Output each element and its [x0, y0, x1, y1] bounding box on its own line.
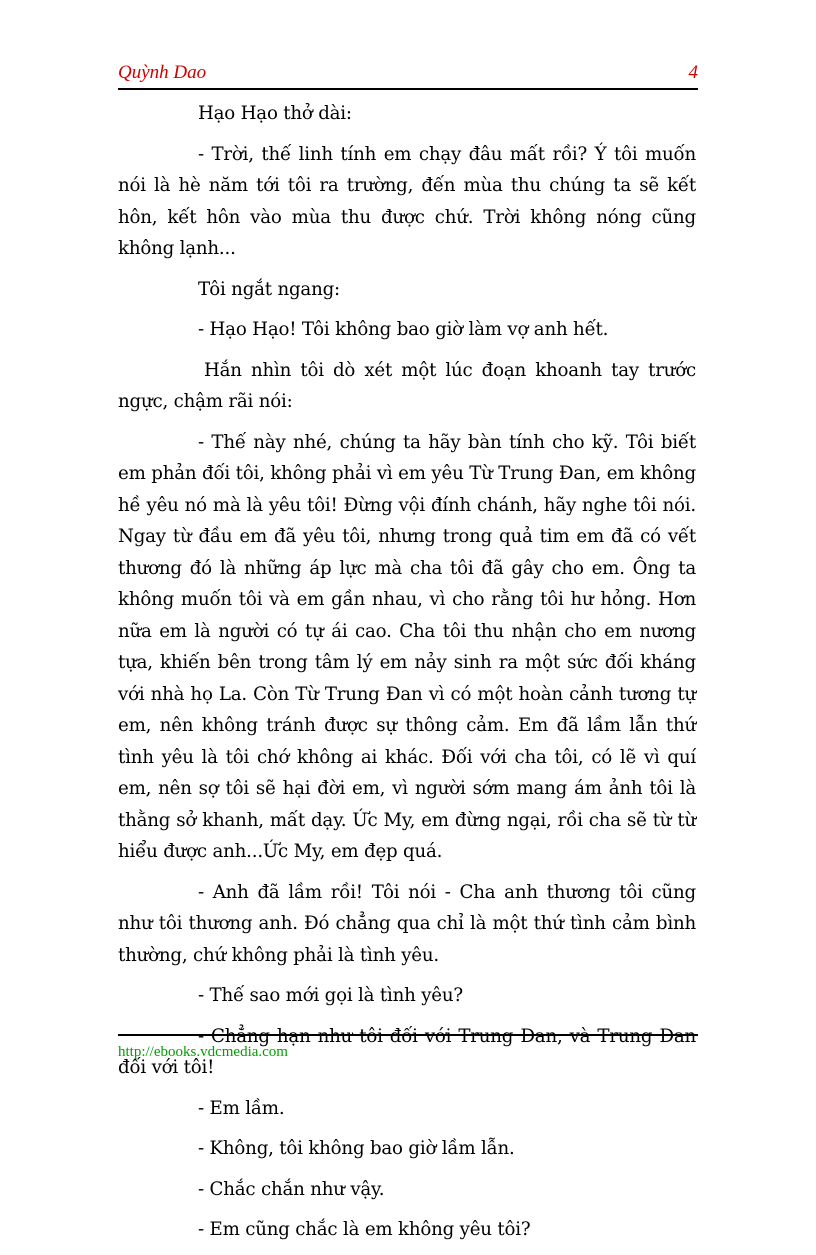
paragraph: - Em cũng chắc là em không yêu tôi?: [198, 1219, 531, 1240]
paragraph: - Thế sao mới gọi là tình yêu?: [198, 985, 463, 1006]
paragraph: - Trời, thế linh tính em chạy đâu mất rồi? Ý tôi muốn nói là hè năm tới tôi ra trường, đến mùa thu chúng ta sẽ kết hôn, kết hôn vào mùa thu được chứ. Trời không nóng cũng không lạnh...: [118, 143, 696, 259]
page-header: [118, 62, 698, 90]
page-footer: [118, 1034, 698, 1060]
page-number: 4: [688, 62, 698, 83]
body-text: [118, 98, 696, 1255]
paragraph: - Thế này nhé, chúng ta hãy bàn tính cho kỹ. Tôi biết em phản đối tôi, không phải vì em yêu Từ Trung Đan, em không hề yêu nó mà là yêu tôi! Đừng vội đính chánh, hãy nghe tôi nói. Ngay từ đầu em đã yêu tôi, nhưng trong quả tim em đã có vết thương đó là những áp lực mà cha tôi đã gây cho em. Ông ta không muốn tôi và em gần nhau, vì cho rằng tôi hư hỏng. Hơn nữa em là người có tự ái cao. Cha tôi thu nhận cho em nương tựa, khiến bên trong tâm lý em nảy sinh ra một sức đối kháng với nhà họ La. Còn Từ Trung Đan vì có một hoàn cảnh tương tự em, nên không tránh được sự thông cảm. Em đã lầm lẫn thứ tình yêu là tôi chớ không ai khác. Đối với cha tôi, có lẽ vì quí em, nên sợ tôi sẽ hại đời em, vì người sớm mang ám ảnh tôi là thằng sở khanh, mất dạy. Ức My, em đừng ngại, rồi cha sẽ từ từ hiểu được anh...Ức My, em đẹp quá.: [118, 431, 696, 862]
paragraph: - Chắc chắn như vậy.: [198, 1178, 385, 1200]
paragraph: - Anh đã lầm rồi! Tôi nói - Cha anh thương tôi cũng như tôi thương anh. Đó chẳng qua chỉ là một thứ tình cảm bình thường, chứ không phải là tình yêu.: [118, 881, 696, 966]
paragraph: - Không, tôi không bao giờ lầm lẫn.: [198, 1138, 515, 1159]
paragraph: - Hạo Hạo! Tôi không bao giờ làm vợ anh hết.: [198, 319, 609, 340]
paragraph: - Chẳng hạn như tôi đối với Trung Đan, và Trung Đan đối với tôi!: [118, 1025, 696, 1078]
paragraph: Hạo Hạo thở dài:: [198, 103, 352, 124]
paragraph: Hắn nhìn tôi dò xét một lúc đoạn khoanh tay trước ngực, chậm rãi nói:: [118, 359, 696, 412]
footer-url-link[interactable]: http://ebooks.vdcmedia.com: [118, 1044, 288, 1060]
paragraph: Tôi ngắt ngang:: [198, 278, 340, 300]
header-author: Quỳnh Dao: [118, 62, 207, 83]
paragraph: - Em lầm.: [198, 1097, 285, 1119]
